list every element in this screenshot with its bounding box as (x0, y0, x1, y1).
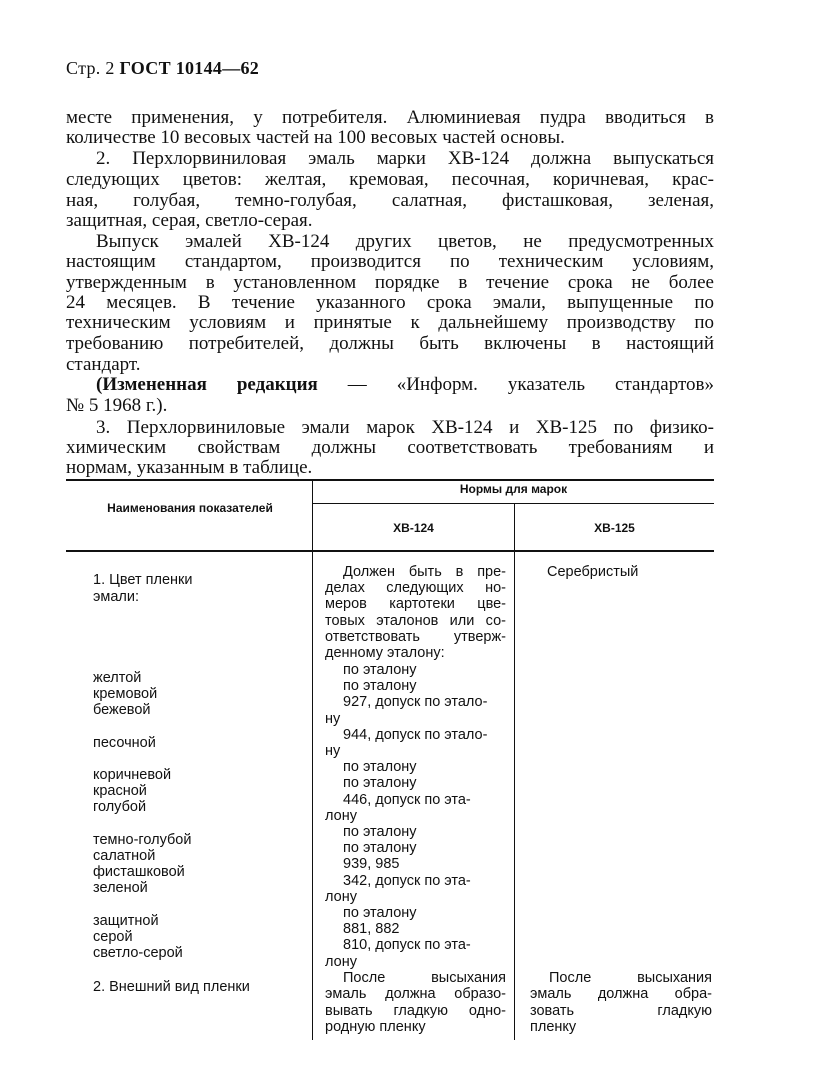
color-norm-cont: лону (325, 808, 357, 824)
row1-name: эмали: (93, 589, 140, 605)
table-col-divider (312, 480, 313, 1040)
standard-code: ГОСТ 10144—62 (119, 58, 260, 78)
row2-xb125-line: пленку (530, 1019, 577, 1035)
table-col-divider (514, 504, 515, 1040)
color-name: светло-серой (93, 945, 183, 961)
color-norm: по эталону (343, 824, 417, 840)
color-norm-cont: ну (325, 711, 341, 727)
page-header (66, 58, 259, 79)
color-norm: 881, 882 (343, 921, 400, 937)
amendment-bold: (Измененная редакция (96, 374, 318, 395)
row1-xb124-line: Должен быть в пре- (343, 564, 506, 580)
color-name: серой (93, 929, 133, 945)
row2-xb125-line: зовать гладкую (530, 1003, 712, 1019)
body-line: техническим условиям и принятые к дальнейшему производству по (66, 312, 714, 333)
table-header-rule (66, 550, 714, 552)
row1-xb124-line: меров картотеки цве- (325, 596, 506, 612)
color-name: темно-голубой (93, 832, 192, 848)
color-norm: 446, допуск по эта- (343, 792, 471, 808)
body-line: утвержденным в установленном порядке в течение срока не более (66, 272, 714, 293)
color-norm: по эталону (343, 775, 417, 791)
row2-xb125-line: После высыхания (549, 970, 712, 986)
color-name: салатной (93, 848, 156, 864)
color-name: бежевой (93, 702, 151, 718)
color-norm: 810, допуск по эта- (343, 937, 471, 953)
body-line: 2. Перхлорвиниловая эмаль марки ХВ-124 должна выпускаться (96, 148, 714, 169)
row2-xb124-line: эмаль должна образо- (325, 986, 506, 1002)
color-norm: 944, допуск по этало- (343, 727, 488, 743)
body-line: защитная, серая, светло-серая. (66, 210, 313, 231)
page-number: Стр. 2 (66, 58, 115, 78)
color-name: голубой (93, 799, 147, 815)
body-line: 24 месяцев. В течение указанного срока эмали, выпущенные по (66, 292, 714, 313)
color-name: защитной (93, 913, 159, 929)
row1-xb124-line: денному эталону: (325, 645, 445, 661)
body-line: нормам, указанным в таблице. (66, 457, 313, 478)
header-norms-group: Нормы для марок (459, 482, 568, 496)
amendment-rest: — «Информ. указатель стандартов» (317, 374, 714, 395)
table-top-rule (66, 479, 714, 481)
body-line: Выпуск эмалей ХВ-124 других цветов, не предусмотренных (96, 231, 714, 252)
color-norm: 927, допуск по этало- (343, 694, 488, 710)
amendment-note (96, 375, 714, 395)
row2-xb124-line: После высыхания (343, 970, 506, 986)
amendment-line: № 5 1968 г.). (66, 395, 168, 416)
color-norm: по эталону (343, 678, 417, 694)
color-name: зеленой (93, 880, 148, 896)
header-xb124: ХВ-124 (393, 521, 434, 535)
row2-xb124-line: вывать гладкую одно- (325, 1003, 506, 1019)
color-norm: 342, допуск по эта- (343, 873, 471, 889)
color-norm-cont: лону (325, 954, 357, 970)
body-line: настоящим стандартом, производится по техническим условиям, (66, 251, 714, 272)
row1-name: 1. Цвет пленки (93, 572, 193, 588)
body-line: месте применения, у потребителя. Алюминиевая пудра вводиться в (66, 107, 714, 128)
body-line: ная, голубая, темно-голубая, салатная, фисташковая, зеленая, (66, 190, 714, 211)
row2-xb124-line: родную пленку (325, 1019, 426, 1035)
header-indicator-names: Наименования показателей (107, 501, 273, 515)
row1-xb124-line: делах следующих но- (325, 580, 506, 596)
color-name: фисташковой (93, 864, 185, 880)
body-line: количестве 10 весовых частей на 100 весовых частей основы. (66, 127, 565, 148)
row1-xb124-line: товых эталонов или со- (325, 613, 506, 629)
body-line: следующих цветов: желтая, кремовая, песочная, коричневая, крас- (66, 169, 714, 190)
color-name: желтой (93, 670, 142, 686)
color-norm-cont: лону (325, 889, 357, 905)
color-name: кремовой (93, 686, 158, 702)
color-norm-cont: ну (325, 743, 341, 759)
row1-xb124-line: ответствовать утверж- (325, 629, 506, 645)
color-norm: по эталону (343, 759, 417, 775)
color-name: красной (93, 783, 147, 799)
body-line: 3. Перхлорвиниловые эмали марок ХВ-124 и ХВ-125 по физико- (96, 417, 714, 438)
row1-xb125: Серебристый (547, 564, 639, 580)
color-norm: по эталону (343, 905, 417, 921)
body-line: химическим свойствам должны соответствовать требованиям и (66, 437, 714, 458)
body-line: стандарт. (66, 354, 141, 375)
color-name: песочной (93, 735, 156, 751)
body-line: требованию потребителей, должны быть включены в настоящий (66, 333, 714, 354)
row2-name: 2. Внешний вид пленки (93, 979, 250, 995)
row2-xb125-line: эмаль должна обра- (530, 986, 712, 1002)
color-norm: по эталону (343, 662, 417, 678)
header-xb125: ХВ-125 (594, 521, 635, 535)
color-norm: 939, 985 (343, 856, 400, 872)
color-norm: по эталону (343, 840, 417, 856)
color-name: коричневой (93, 767, 172, 783)
